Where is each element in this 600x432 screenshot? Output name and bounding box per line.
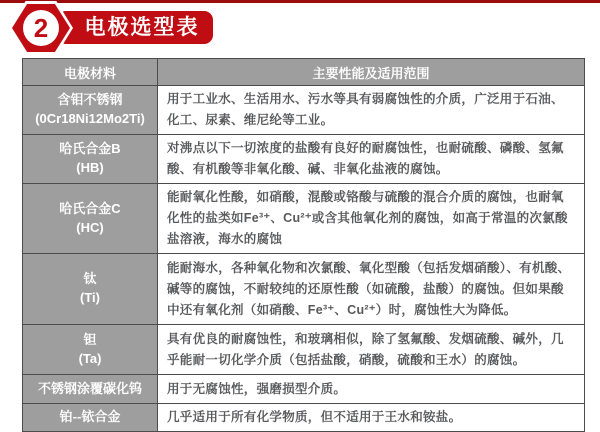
performance-cell: 用于无腐蚀性，强磨损型介质。	[158, 375, 585, 404]
table-row	[23, 135, 585, 184]
performance-cell: 能耐海水，各种氧化物和次氯酸、氧化型酸（包括发烟硝酸）、有机酸、碱等的腐蚀，不耐较纯的还原性酸（如硫酸，盐酸）的腐蚀。但如果酸中还有氧化剂（如硝酸、Fe³⁺、Cu²⁺）时，腐蚀性大为降低。	[158, 254, 585, 325]
material-name: 哈氏合金C	[59, 200, 121, 216]
electrode-selection-table	[22, 58, 585, 432]
page-title: 电极选型表	[84, 16, 200, 39]
material-cell	[23, 254, 158, 325]
material-cell	[23, 375, 158, 404]
material-name: 不锈钢涂覆碳化钨	[37, 380, 142, 396]
material-sub: (0Cr18Ni12Mo2Ti)	[35, 111, 145, 126]
column-header-performance: 主要性能及适用范围	[158, 59, 585, 86]
material-cell	[23, 325, 158, 375]
performance-cell: 对沸点以下一切浓度的盐酸有良好的耐腐蚀性，也耐硫酸、磷酸、氢氟酸、有机酸等非氧化酸、碱、非氧化盐液的腐蚀。	[158, 135, 585, 184]
table-row	[23, 86, 585, 135]
top-accent-line	[0, 0, 600, 3]
performance-cell: 几乎适用于所有化学物质，但不适用于王水和铵盐。	[158, 404, 585, 432]
performance-cell: 用于工业水、生活用水、污水等具有弱腐蚀性的介质，广泛用于石油、化工、尿素、维尼纶等工业。	[158, 86, 585, 135]
material-sub: (HB)	[76, 160, 104, 175]
table-row	[23, 325, 585, 375]
column-header-material: 电极材料	[23, 59, 158, 86]
badge-circle	[23, 10, 59, 46]
table-row	[23, 375, 585, 404]
material-name: 含钼不锈钢	[57, 92, 123, 108]
badge-number: 2	[33, 13, 49, 43]
material-cell	[23, 135, 158, 184]
material-name: 钽	[83, 331, 97, 347]
material-name: 钛	[83, 271, 97, 287]
material-name: 哈氏合金B	[59, 141, 121, 157]
table-row	[23, 184, 585, 254]
table-row	[23, 404, 585, 432]
material-sub: (Ta)	[78, 350, 102, 366]
table-row	[23, 254, 585, 325]
performance-cell: 能耐氧化性酸，如硝酸，混酸或铬酸与硫酸的混合介质的腐蚀，也耐氧化性的盐类如Fe³⁺、Cu²⁺或含其他氧化剂的腐蚀，如高于常温的次氯酸盐溶液，海水的腐蚀	[158, 184, 585, 254]
material-name: 铂--铱合金	[59, 409, 121, 425]
material-sub: (HC)	[76, 219, 104, 235]
material-sub: (Ti)	[80, 290, 100, 305]
title-banner	[57, 11, 213, 44]
material-cell	[23, 404, 158, 432]
material-cell	[23, 86, 158, 135]
table-header-row	[23, 59, 585, 86]
performance-cell: 具有优良的耐腐蚀性，和玻璃相似，除了氢氟酸、发烟硫酸、碱外，几乎能耐一切化学介质（包括盐酸，硝酸，硫酸和王水）的腐蚀。	[158, 325, 585, 375]
material-cell	[23, 184, 158, 254]
